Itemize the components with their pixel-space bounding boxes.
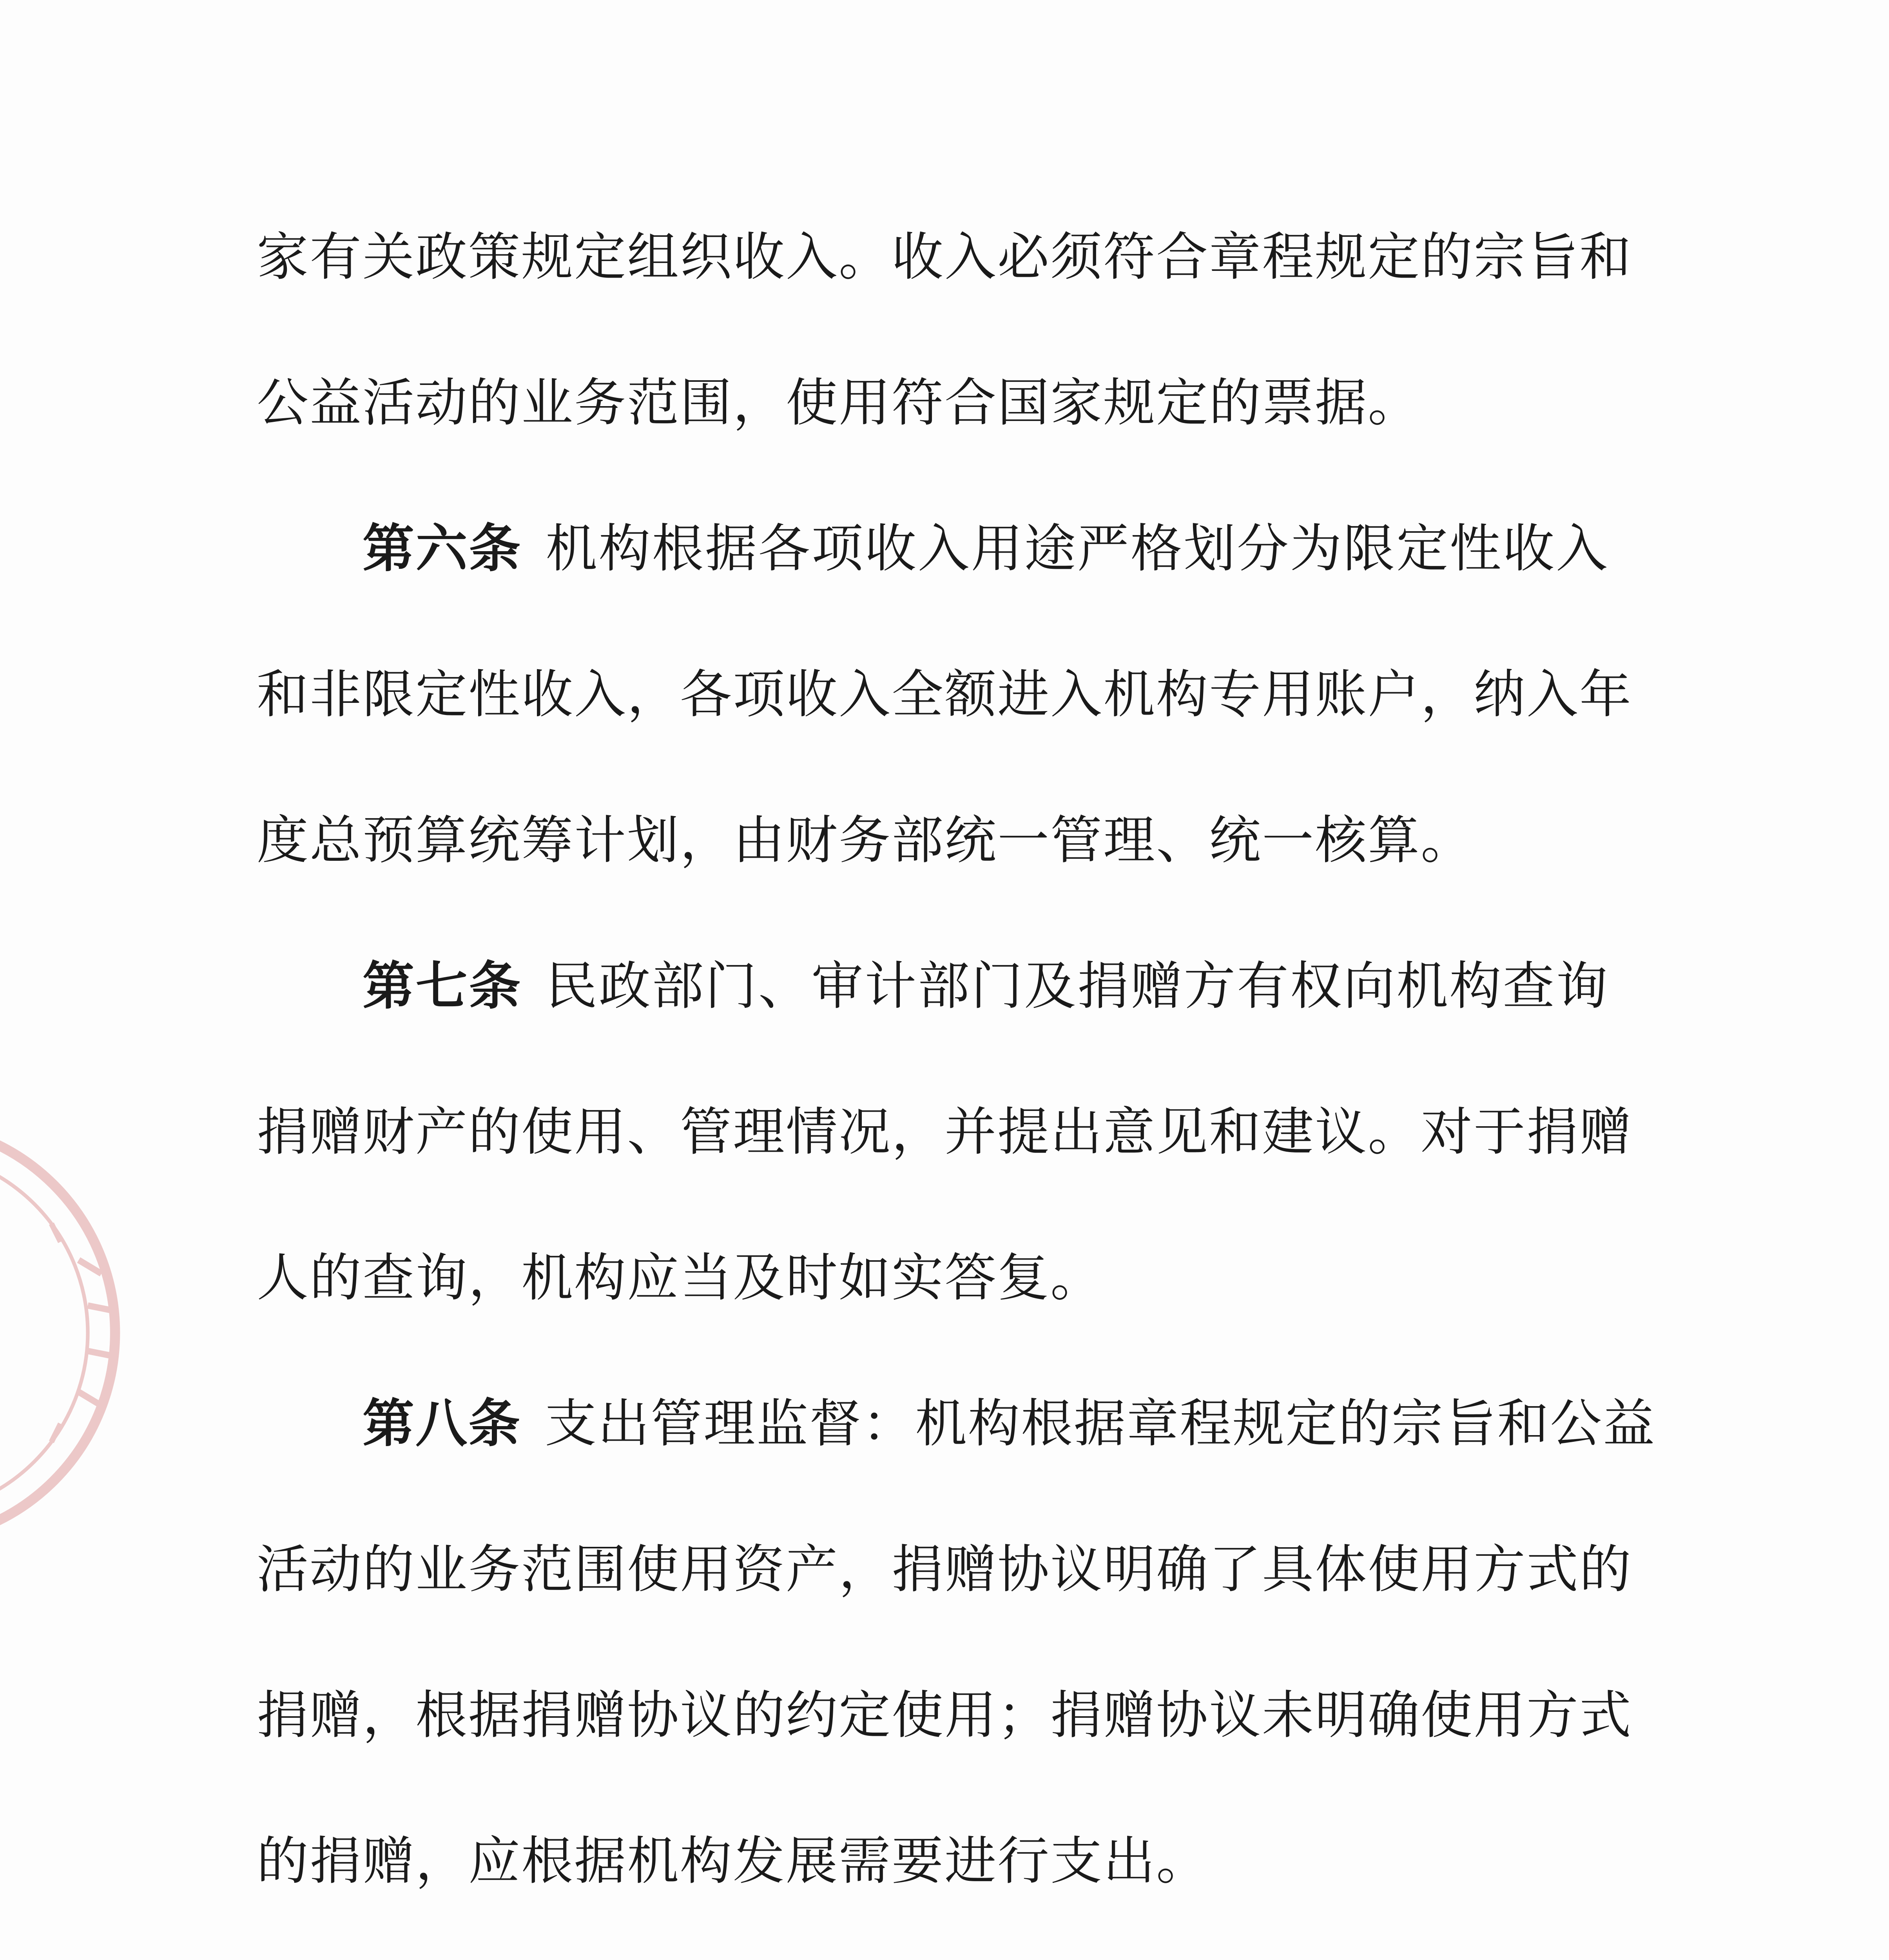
article-text: 捐赠，根据捐赠协议的约定使用；捐赠协议未明确使用方式 [257, 1685, 1632, 1746]
article-line [257, 1059, 1632, 1205]
article-line [257, 913, 1609, 1059]
continuation-line [257, 184, 1632, 330]
article-text: 和非限定性收入，各项收入全额进入机构专用账户，纳入年 [257, 664, 1632, 725]
article-text: 民政部门、审计部门及捐赠方有权向机构查询 [546, 956, 1609, 1016]
article-text: 的捐赠，应根据机构发展需要进行支出。 [257, 1831, 1209, 1891]
article-text: 活动的业务范围使用资产，捐赠协议明确了具体使用方式的 [257, 1539, 1632, 1600]
article-text: 捐赠财产的使用、管理情况，并提出意见和建议。对于捐赠 [257, 1102, 1632, 1162]
continuation-line [257, 330, 1609, 476]
article-text: 公益活动的业务范围，使用符合国家规定的票据。 [257, 373, 1421, 433]
article-line [257, 1205, 1609, 1351]
article-text: 度总预算统筹计划，由财务部统一管理、统一核算。 [257, 810, 1474, 871]
article-heading: 第八条 [363, 1394, 521, 1454]
document-body [257, 184, 1656, 1960]
article-line [257, 622, 1632, 768]
article-text: 人的查询，机构应当及时如实答复。 [257, 1248, 1103, 1308]
article-line [257, 1642, 1632, 1788]
article-line [257, 1788, 1609, 1934]
article-text: 家有关政策规定组织收入。收入必须符合章程规定的宗旨和 [257, 227, 1632, 287]
article-line [257, 1497, 1632, 1642]
article-heading: 第七条 [363, 956, 522, 1016]
official-seal-stamp [0, 1105, 133, 1560]
article-text: 机构根据各项收入用途严格划分为限定性收入 [546, 519, 1609, 579]
article-text: 支出管理监督：机构根据章程规定的宗旨和公益 [545, 1394, 1656, 1454]
article-line [257, 1934, 1609, 1960]
article-line [257, 768, 1609, 913]
article-heading: 第六条 [363, 519, 522, 579]
article-line [257, 476, 1609, 622]
article-line [257, 1351, 1656, 1497]
